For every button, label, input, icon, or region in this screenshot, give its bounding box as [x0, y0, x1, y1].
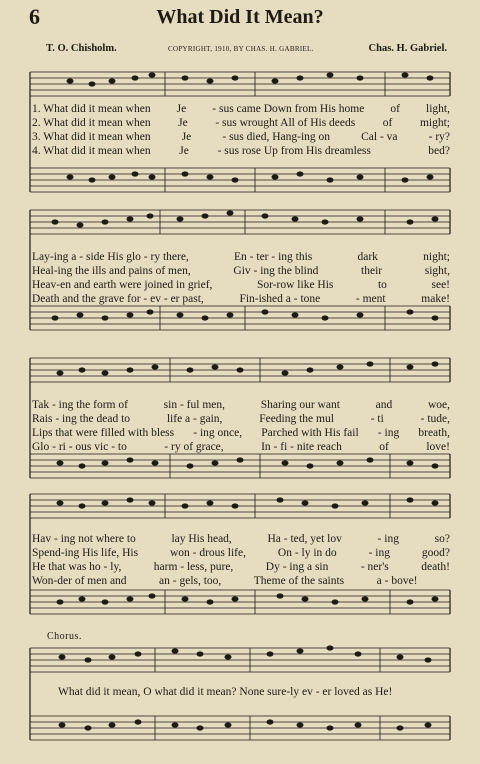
lyric-line: Won-der of men and an - gels, too, Theme of the saints a - bove!	[32, 575, 418, 587]
lyric-line: Hav - ing not where to lay His head, Ha - ted, yet lov - ing so?	[32, 533, 450, 545]
lyric-line: Death and the grave for - ev - er past, Fin-ished a - tone - ment make!	[32, 293, 450, 305]
lyrics-system-3	[32, 398, 450, 454]
lyric-line: Heav-en and earth were joined in grief, Sor-row like His to see!	[32, 279, 450, 291]
lyric-line: Glo - ri - ous vic - to - ry of grace, In - fi - nite reach of love!	[32, 441, 450, 453]
hymn-title: What Did It Mean?	[156, 6, 324, 28]
lyrics-system-1	[32, 102, 450, 158]
copyright-notice: COPYRIGHT, 1910, BY CHAS. H. GABRIEL.	[168, 45, 314, 53]
composer-credit: Chas. H. Gabriel.	[368, 43, 447, 54]
lyric-line: 4. What did it mean when Je - sus rose Up from His dreamless bed?	[32, 145, 450, 157]
lyric-line: 3. What did it mean when Je - sus died, Hang-ing on Cal - va - ry?	[32, 131, 450, 143]
lyric-line: Rais - ing the dead to life a - gain, Feeding the mul - ti - tude,	[32, 413, 450, 425]
lyric-line: 2. What did it mean when Je - sus wrought All of His deeds of might;	[32, 117, 450, 129]
lyric-line: Lay-ing a - side His glo - ry there, En - ter - ing this dark night;	[32, 251, 450, 263]
hymn-number: 6	[29, 4, 40, 29]
music-system-chorus	[0, 638, 480, 764]
chorus-lyric: What did it mean, O what did it mean? None sure-ly ev - er loved as He!	[58, 686, 393, 698]
lyric-line: Tak - ing the form of sin - ful men, Sharing our want and woe,	[32, 399, 450, 411]
lyric-line: Heal-ing the ills and pains of men, Giv - ing the blind their sight,	[32, 265, 450, 277]
lyricist-credit: T. O. Chisholm.	[46, 43, 117, 54]
lyric-line: Spend-ing His life, His won - drous life, On - ly in do - ing good?	[32, 547, 450, 559]
lyric-line: Lips that were filled with bless - ing once, Parched with His fail - ing breath,	[32, 427, 450, 439]
chorus-label: Chorus.	[47, 631, 82, 642]
lyric-line: He that was ho - ly, harm - less, pure, Dy - ing a sin - ner's death!	[32, 561, 450, 573]
lyrics-system-4	[32, 532, 450, 588]
lyric-line: 1. What did it mean when Je - sus came Down from His home of light,	[32, 103, 450, 115]
lyrics-system-2	[32, 250, 450, 306]
